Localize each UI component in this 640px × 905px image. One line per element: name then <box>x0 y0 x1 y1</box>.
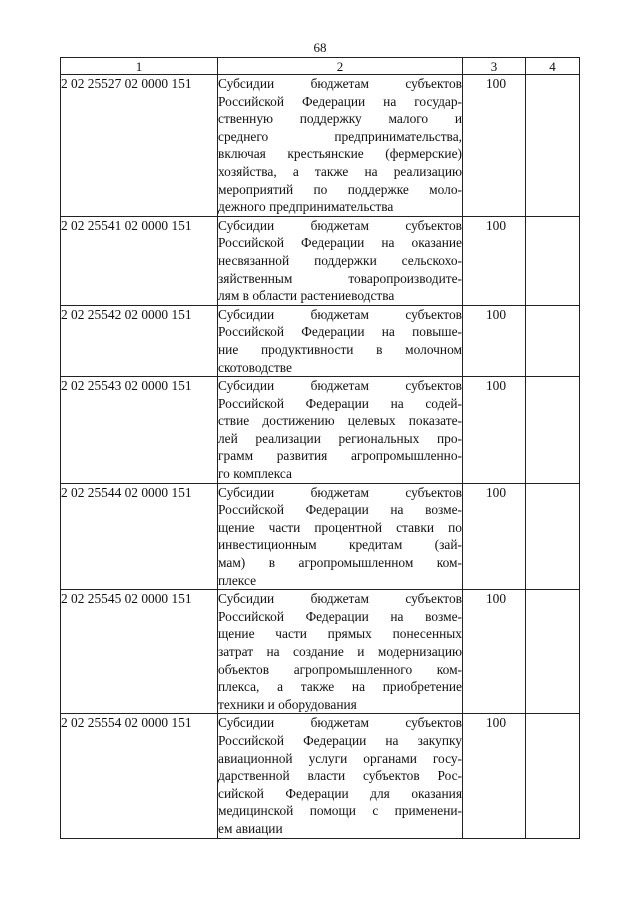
amount-value: 100 <box>485 217 507 233</box>
description-line: включая крестьянские (фермерские) <box>218 146 462 162</box>
table-row <box>61 714 580 838</box>
description-line: Российской Федерации на возме- <box>218 608 462 624</box>
table-row <box>61 216 580 305</box>
description-line: плексе <box>218 572 257 588</box>
table-row <box>61 590 580 714</box>
description-line: Субсидии бюджетам субъектов <box>218 378 462 394</box>
description-line: ние продуктивности в молочном <box>218 341 462 357</box>
budget-code-cell: 2 02 25545 02 0000 151 <box>61 590 218 714</box>
description-line: медицинской помощи с применени- <box>218 803 462 819</box>
description-line: Российской Федерации на оказание <box>218 235 462 251</box>
amount-cell <box>463 483 526 590</box>
description-line: авиационной услуги органами госу- <box>218 750 462 766</box>
table-row <box>61 377 580 484</box>
budget-code-cell: 2 02 25541 02 0000 151 <box>61 216 218 305</box>
table-row <box>61 75 580 217</box>
description-cell <box>218 483 463 590</box>
description-line: лей реализации региональных про- <box>218 430 462 446</box>
description-cell <box>218 216 463 305</box>
description-cell <box>218 590 463 714</box>
description-line: сийской Федерации для оказания <box>218 785 462 801</box>
table-header-row <box>61 58 580 75</box>
description-cell <box>218 714 463 838</box>
page-number: 68 <box>313 40 327 55</box>
description-line: плекса, а также на приобретение <box>218 679 462 695</box>
description-line: несвязанной поддержки сельскохо- <box>218 252 462 268</box>
amount-cell <box>463 714 526 838</box>
amount-cell <box>463 216 526 305</box>
column-4-cell <box>526 714 580 838</box>
description-line: скотоводстве <box>218 359 292 375</box>
description-line: инвестиционным кредитам (зай- <box>218 537 462 553</box>
amount-cell <box>463 377 526 484</box>
description-cell <box>218 75 463 217</box>
amount-cell <box>463 590 526 714</box>
amount-value: 100 <box>485 715 507 731</box>
description-line: Субсидии бюджетам субъектов <box>218 591 462 607</box>
description-cell <box>218 377 463 484</box>
description-line: Российской Федерации на закупку <box>218 732 462 748</box>
amount-value: 100 <box>485 591 507 607</box>
amount-cell <box>463 75 526 217</box>
description-line: ем авиации <box>218 820 283 836</box>
table-row <box>61 483 580 590</box>
description-line: Российской Федерации на государ- <box>218 93 462 109</box>
column-4-cell <box>526 377 580 484</box>
description-line: ственную поддержку малого и <box>218 111 462 127</box>
description-line: среднего предпринимательства, <box>218 128 462 144</box>
amount-value: 100 <box>485 76 507 91</box>
budget-code-cell: 2 02 25543 02 0000 151 <box>61 377 218 484</box>
description-line: го комплекса <box>218 466 292 482</box>
description-line: Субсидии бюджетам субъектов <box>218 306 462 322</box>
table-row <box>61 305 580 376</box>
description-line: Российской Федерации на содей- <box>218 395 462 411</box>
column-4-cell <box>526 305 580 376</box>
description-line: щение части прямых понесенных <box>218 626 462 642</box>
budget-classification-table <box>60 57 580 839</box>
description-line: Субсидии бюджетам субъектов <box>218 715 462 731</box>
amount-value: 100 <box>485 484 507 500</box>
table-body <box>61 75 580 839</box>
description-line: дарственной власти субъектов Рос- <box>218 768 462 784</box>
description-line: грамм развития агропромышленно- <box>218 448 462 464</box>
column-4-cell <box>526 590 580 714</box>
description-line: Российской Федерации на повыше- <box>218 324 462 340</box>
description-line: щение части процентной ставки по <box>218 519 462 535</box>
description-line: Субсидии бюджетам субъектов <box>218 76 462 91</box>
column-4-cell <box>526 483 580 590</box>
description-cell <box>218 305 463 376</box>
budget-code-cell: 2 02 25554 02 0000 151 <box>61 714 218 838</box>
description-line: Субсидии бюджетам субъектов <box>218 484 462 500</box>
budget-code-cell: 2 02 25527 02 0000 151 <box>61 75 218 217</box>
description-line: лям в области растениеводства <box>218 288 395 304</box>
column-header-2: 2 <box>218 58 463 75</box>
description-line: мам) в агропромышленном ком- <box>218 555 462 571</box>
description-line: дежного предпринимательства <box>218 199 394 215</box>
amount-value: 100 <box>485 378 507 394</box>
column-4-cell <box>526 75 580 217</box>
amount-value: 100 <box>485 306 507 322</box>
description-line: Российской Федерации на возме- <box>218 502 462 518</box>
description-line: объектов агропромышленного ком- <box>218 661 462 677</box>
amount-cell <box>463 305 526 376</box>
column-header-1: 1 <box>61 58 218 75</box>
column-header-4: 4 <box>526 58 580 75</box>
description-line: ствие достижению целевых показате- <box>218 413 462 429</box>
description-line: техники и оборудования <box>218 696 357 712</box>
description-line: зяйственным товаропроизводите- <box>218 270 462 286</box>
description-line: затрат на создание и модернизацию <box>218 644 462 659</box>
description-line: мероприятий по поддержке моло- <box>218 181 462 197</box>
column-4-cell <box>526 216 580 305</box>
description-line: Субсидии бюджетам субъектов <box>218 217 462 233</box>
description-line: хозяйства, а также на реализацию <box>218 163 462 179</box>
column-header-3: 3 <box>463 58 526 75</box>
budget-code-cell: 2 02 25544 02 0000 151 <box>61 483 218 590</box>
budget-code-cell: 2 02 25542 02 0000 151 <box>61 305 218 376</box>
